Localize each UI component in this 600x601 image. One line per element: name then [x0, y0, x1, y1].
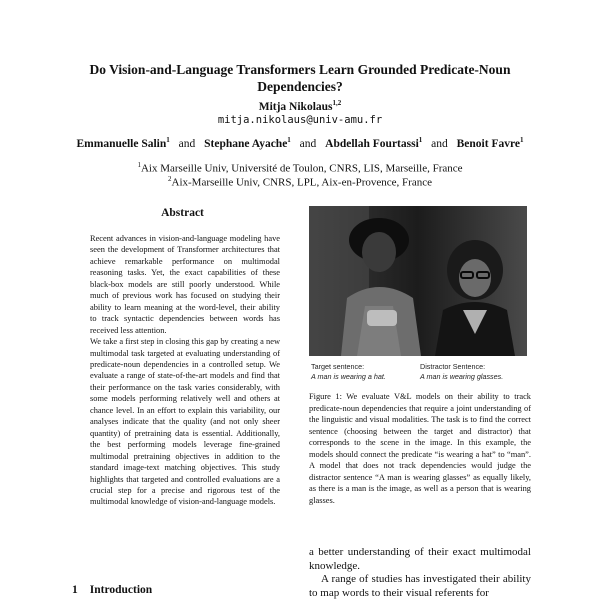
photo-illustration — [309, 206, 527, 356]
coauthor-affil: 1 — [287, 136, 291, 144]
coauthor-affil: 1 — [418, 136, 423, 144]
first-author — [0, 99, 600, 113]
distractor-label-block — [420, 362, 503, 382]
coauthor-affil: 1 — [520, 136, 524, 144]
first-author-name: Mitja Nikolaus — [258, 100, 333, 113]
affiliation-marker: 2 — [168, 175, 172, 183]
target-label-block — [311, 362, 386, 382]
body-paragraph: A range of studies has investigated their ability to map words to their visual referents for — [309, 573, 531, 600]
distractor-label: Distractor Sentence: — [420, 362, 486, 371]
and-word: and — [299, 137, 317, 150]
distractor-sentence: A man is wearing glasses. — [420, 372, 504, 381]
affiliation-text: Aix-Marseille Univ, CNRS, LPL, Aix-en-Provence, France — [171, 176, 432, 189]
affiliation-2 — [0, 175, 600, 189]
paper-title: Do Vision-and-Language Transformers Learn Grounded Predicate-Noun Dependencies? — [89, 62, 511, 94]
coauthor-name: Emmanuelle Salin — [76, 137, 167, 150]
coauthor-name: Abdellah Fourtassi — [325, 137, 419, 150]
figure-photo — [309, 206, 527, 356]
and-word: and — [431, 137, 448, 150]
and-word: and — [178, 137, 196, 150]
section-title: Introduction — [89, 584, 153, 596]
affiliation-1 — [0, 161, 600, 175]
figure-caption: Figure 1: We evaluate V&L models on their ability to track predicate-noun dependencies that require a joint understanding of the linguistic and visual modalities. The task is to find the correct sentence (choosing between the target and distractor) that corresponds to the scene in the image. In this example, the models should connect the predicate “is wearing a hat” to “man”. A model that does not track dependencies would judge the distractor sentence “A man is wearing glasses” as equally likely, as there is a man is the image, as well as a person that is wearing glasses. — [309, 392, 531, 505]
first-author-affil: 1,2 — [332, 99, 342, 107]
target-label: Target sentence: — [311, 362, 365, 371]
target-sentence: A man is wearing a hat. — [311, 372, 386, 381]
affiliation-marker: 1 — [137, 161, 141, 169]
author-email: mitja.nikolaus@univ-amu.fr — [217, 114, 383, 126]
affiliation-text: Aix Marseille Univ, Université de Toulon, CNRS, LIS, Marseille, France — [140, 162, 463, 175]
coauthor-name: Benoit Favre — [456, 137, 520, 150]
body-paragraph: a better understanding of their exact multimodal knowledge. — [309, 546, 531, 572]
coauthor-list — [0, 136, 600, 150]
abstract-body — [90, 233, 280, 508]
abstract-heading: Abstract — [161, 207, 204, 219]
coauthor-name: Stephane Ayache — [204, 137, 288, 150]
section-heading — [72, 584, 152, 596]
abstract-paragraph: We take a first step in closing this gap by creating a new multimodal task targeted at evaluating understanding of predicate-noun dependencies in a controlled setup. We evaluate a range of state-of-the-art models and find that their performance on the task varies considerably, with some models performing relatively well and others at chance level. In an effort to explain this variability, our analyses indicate that the quality (and not only sheer quantity) of pretraining data is essential. Additionally, the best performing models leverage fine-grained multimodal pretraining objectives in addition to the standard image-text matching objectives. This study highlights that targeted and controlled evaluations are a crucial step for a precise and rigorous test of the multimodal knowledge of vision-and-language models. — [90, 337, 280, 507]
right-column-body — [309, 546, 531, 601]
coauthor-affil: 1 — [166, 136, 170, 144]
section-number: 1 — [72, 584, 78, 596]
abstract-paragraph: Recent advances in vision-and-language modeling have seen the development of Transformer architectures that achieve remarkable performance on multimodal reasoning tasks. Yet, the exact capabilities of these black-box models are still poorly understood. While much of previous work has focused on studying their ability to learn meaning at the word-level, their ability to track syntactic dependencies between words has received less attention. — [90, 234, 280, 335]
